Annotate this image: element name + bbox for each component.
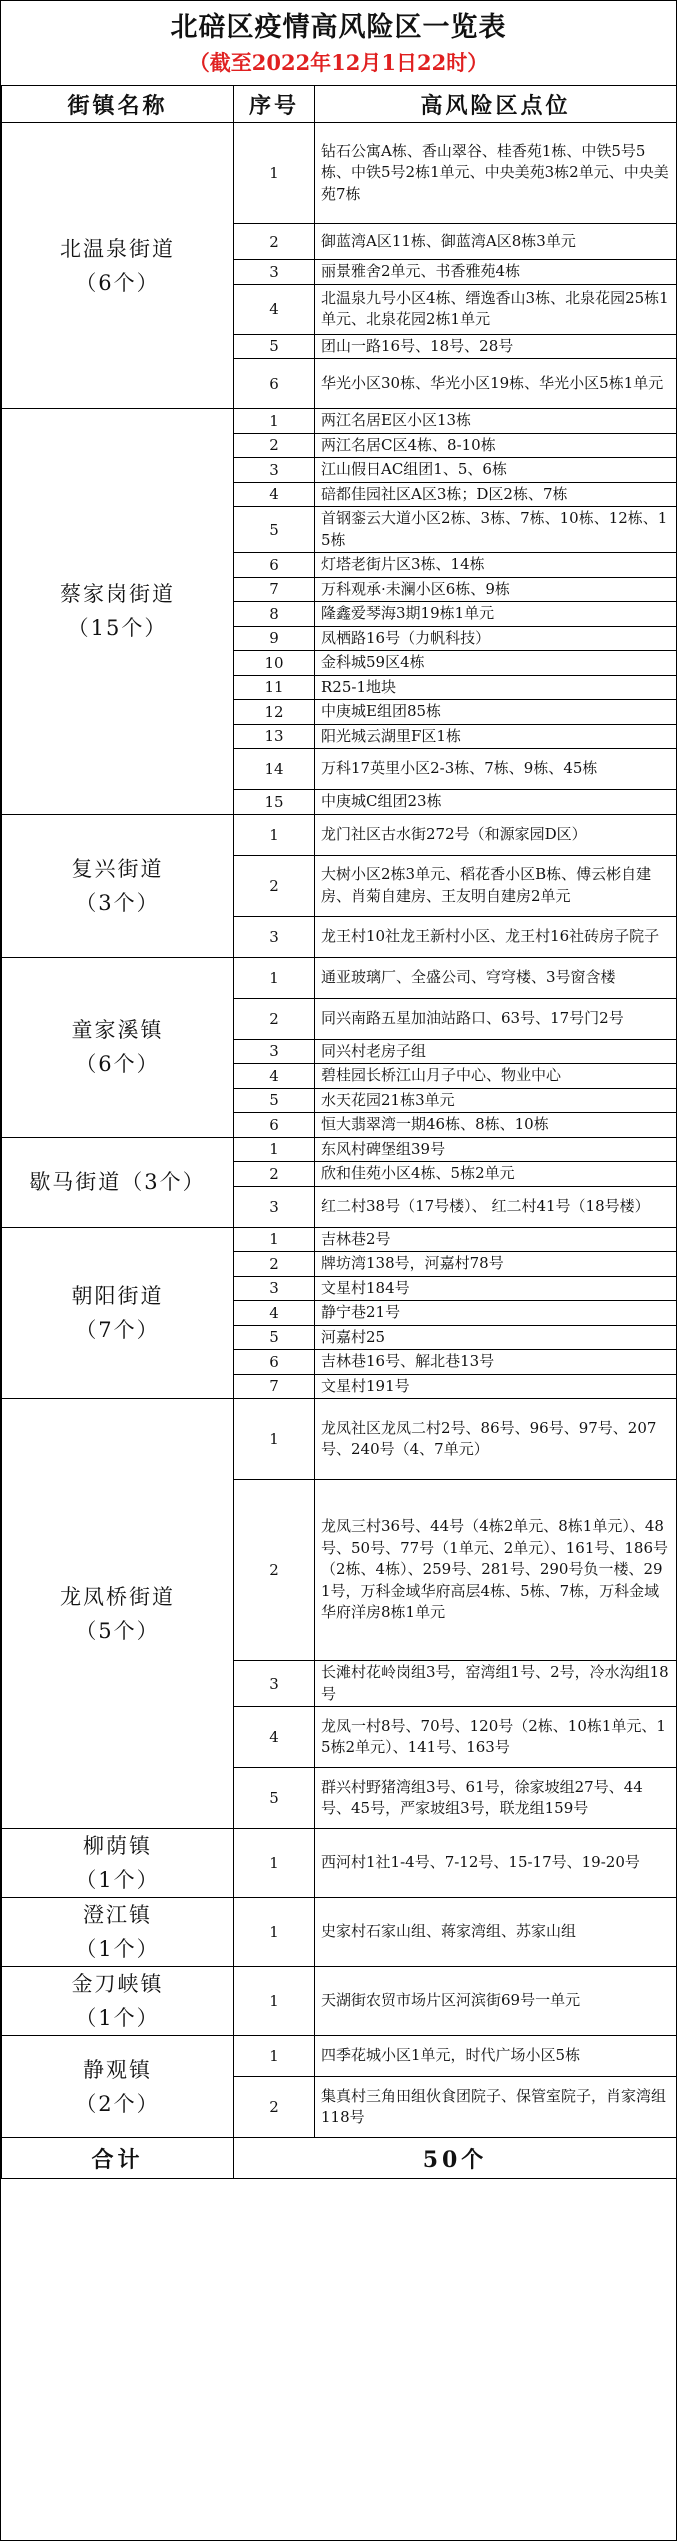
street-count: （2个） xyxy=(75,2091,160,2116)
risk-point: 团山一路16号、18号、28号 xyxy=(315,334,677,359)
risk-point: 龙凤一村8号、70号、120号（2栋、10栋1单元、15栋2单元）、141号、163号 xyxy=(315,1707,677,1768)
street-count: （6个） xyxy=(75,270,160,295)
risk-point: 灯塔老街片区3栋、14栋 xyxy=(315,553,677,578)
risk-point: 吉林巷2号 xyxy=(315,1227,677,1252)
risk-point: 凤栖路16号（力帆科技） xyxy=(315,626,677,651)
street-count: （6个） xyxy=(75,1052,160,1076)
row-number: 9 xyxy=(234,626,315,651)
row-number: 4 xyxy=(234,482,315,507)
risk-point: 通亚玻璃厂、全盛公司、穹穹楼、3号窗含楼 xyxy=(315,957,677,998)
row-number: 3 xyxy=(234,458,315,483)
risk-point: 阳光城云湖里F区1栋 xyxy=(315,724,677,749)
row-number: 4 xyxy=(234,1301,315,1326)
row-number: 2 xyxy=(234,1252,315,1277)
risk-point: 华光小区30栋、华光小区19栋、华光小区5栋1单元 xyxy=(315,359,677,409)
page-title: 北碚区疫情高风险区一览表 xyxy=(170,12,507,43)
street-name: 柳荫镇 xyxy=(83,1834,152,1858)
row-number: 2 xyxy=(234,2077,315,2138)
street-count: （1个） xyxy=(75,1868,160,1892)
street-name: 童家溪镇 xyxy=(71,1018,164,1042)
risk-point: 龙门社区古水街272号（和源家园D区） xyxy=(315,814,677,855)
street-name: 静观镇 xyxy=(83,2057,152,2082)
street-name-cell xyxy=(2,1399,234,1829)
risk-point: 文星村191号 xyxy=(315,1374,677,1399)
street-name: 歇马街道（3个） xyxy=(29,1170,206,1194)
risk-point: 天湖街农贸市场片区河滨街69号一单元 xyxy=(315,1967,677,2036)
table-row xyxy=(2,409,677,434)
street-name: 龙凤桥街道 xyxy=(60,1584,175,1609)
risk-point: 恒大翡翠湾一期46栋、8栋、10栋 xyxy=(315,1113,677,1138)
row-number: 13 xyxy=(234,724,315,749)
risk-point: 大树小区2栋3单元、稻花香小区B栋、傅云彬自建房、肖菊自建房、王友明自建房2单元 xyxy=(315,855,677,916)
risk-point: 两江名居E区小区13栋 xyxy=(315,409,677,434)
risk-point: 东风村碑堡组39号 xyxy=(315,1137,677,1162)
risk-point: 龙凤社区龙凤二村2号、86号、96号、97号、207号、240号（4、7单元） xyxy=(315,1399,677,1480)
row-number: 2 xyxy=(234,1162,315,1187)
street-name-cell xyxy=(2,123,234,409)
row-number: 14 xyxy=(234,749,315,790)
row-number: 6 xyxy=(234,1350,315,1375)
row-number: 1 xyxy=(234,1137,315,1162)
header-points: 高风险区点位 xyxy=(315,86,677,123)
table-row xyxy=(2,1898,677,1967)
risk-point: 牌坊湾138号，河嘉村78号 xyxy=(315,1252,677,1277)
row-number: 5 xyxy=(234,1325,315,1350)
row-number: 3 xyxy=(234,916,315,957)
table-row xyxy=(2,123,677,224)
row-number: 2 xyxy=(234,433,315,458)
high-risk-table xyxy=(1,85,677,2179)
table-body xyxy=(2,123,677,2138)
street-name: 北温泉街道 xyxy=(60,236,175,261)
row-number: 1 xyxy=(234,957,315,998)
row-number: 4 xyxy=(234,1707,315,1768)
row-number: 1 xyxy=(234,1898,315,1967)
row-number: 6 xyxy=(234,359,315,409)
row-number: 1 xyxy=(234,1227,315,1252)
risk-point: 御蓝湾A区11栋、御蓝湾A区8栋3单元 xyxy=(315,224,677,260)
risk-point: 同兴南路五星加油站路口、63号、17号门2号 xyxy=(315,998,677,1039)
street-count: （1个） xyxy=(75,1937,160,1961)
row-number: 8 xyxy=(234,602,315,627)
total-label: 合计 xyxy=(2,2138,234,2179)
risk-point: 碧桂园长桥江山月子中心、物业中心 xyxy=(315,1064,677,1089)
row-number: 2 xyxy=(234,855,315,916)
risk-point: 西河村1社1-4号、7-12号、15-17号、19-20号 xyxy=(315,1829,677,1898)
row-number: 5 xyxy=(234,334,315,359)
row-number: 15 xyxy=(234,790,315,815)
risk-point: 龙凤三村36号、44号（4栋2单元、8栋1单元）、48号、50号、77号（1单元、2单元）、161号、186号（2栋、4栋）、259号、281号、290号负一楼、291号，万科金域华府高层4栋、5栋、7栋，万科金域华府洋房8栋1单元 xyxy=(315,1480,677,1661)
risk-point: 首钢銮云大道小区2栋、3栋、7栋、10栋、12栋、15栋 xyxy=(315,507,677,553)
risk-point: 万科17英里小区2-3栋、7栋、9栋、45栋 xyxy=(315,749,677,790)
risk-point: 史家村石家山组、蒋家湾组、苏家山组 xyxy=(315,1898,677,1967)
total-row xyxy=(2,2138,677,2179)
street-count: （15个） xyxy=(67,616,168,641)
row-number: 1 xyxy=(234,123,315,224)
table-row xyxy=(2,1967,677,2036)
street-name-cell xyxy=(2,1829,234,1898)
row-number: 3 xyxy=(234,1276,315,1301)
row-number: 2 xyxy=(234,998,315,1039)
risk-point: 红二村38号（17号楼）、 红二村41号（18号楼） xyxy=(315,1186,677,1227)
street-name-cell xyxy=(2,814,234,957)
row-number: 4 xyxy=(234,284,315,334)
row-number: 4 xyxy=(234,1064,315,1089)
risk-point: 碚都佳园社区A区3栋；D区2栋、7栋 xyxy=(315,482,677,507)
row-number: 11 xyxy=(234,675,315,700)
street-name: 复兴街道 xyxy=(71,856,164,881)
street-name-cell xyxy=(2,409,234,815)
row-number: 3 xyxy=(234,1661,315,1707)
row-number: 6 xyxy=(234,553,315,578)
risk-point: 群兴村野猪湾组3号、61号，徐家坡组27号、44号、45号，严家坡组3号，联龙组159号 xyxy=(315,1768,677,1829)
street-count: （1个） xyxy=(75,2006,160,2030)
risk-point: 丽景雅舍2单元、书香雅苑4栋 xyxy=(315,260,677,285)
street-count: （5个） xyxy=(75,1618,160,1643)
row-number: 2 xyxy=(234,224,315,260)
header-no: 序号 xyxy=(234,86,315,123)
table-row xyxy=(2,957,677,998)
risk-point: 四季花城小区1单元，时代广场小区5栋 xyxy=(315,2036,677,2077)
table-row xyxy=(2,1227,677,1252)
street-name-cell xyxy=(2,1967,234,2036)
row-number: 7 xyxy=(234,577,315,602)
risk-point: R25-1地块 xyxy=(315,675,677,700)
total-value: 50个 xyxy=(234,2138,677,2179)
row-number: 1 xyxy=(234,814,315,855)
row-number: 3 xyxy=(234,1186,315,1227)
row-number: 1 xyxy=(234,2036,315,2077)
table-row xyxy=(2,814,677,855)
risk-point: 吉林巷16号、解北巷13号 xyxy=(315,1350,677,1375)
row-number: 12 xyxy=(234,700,315,725)
page-subtitle: （截至2022年12月1日22时） xyxy=(188,50,489,75)
row-number: 10 xyxy=(234,651,315,676)
risk-point: 水天花园21栋3单元 xyxy=(315,1088,677,1113)
street-count: （7个） xyxy=(75,1317,160,1342)
row-number: 2 xyxy=(234,1480,315,1661)
risk-point: 同兴村老房子组 xyxy=(315,1039,677,1064)
table-row xyxy=(2,2036,677,2077)
risk-point: 江山假日AC组团1、5、6栋 xyxy=(315,458,677,483)
street-name-cell xyxy=(2,957,234,1137)
street-name: 金刀峡镇 xyxy=(71,1972,164,1996)
risk-point: 隆鑫爱琴海3期19栋1单元 xyxy=(315,602,677,627)
row-number: 3 xyxy=(234,1039,315,1064)
table-row xyxy=(2,1399,677,1480)
risk-point: 欣和佳苑小区4栋、5栋2单元 xyxy=(315,1162,677,1187)
risk-point: 集真村三角田组伙食团院子、保管室院子，肖家湾组118号 xyxy=(315,2077,677,2138)
row-number: 5 xyxy=(234,1768,315,1829)
table-row xyxy=(2,1829,677,1898)
street-name-cell xyxy=(2,1137,234,1227)
risk-point: 北温泉九号小区4栋、缙逸香山3栋、北泉花园25栋1单元、北泉花园2栋1单元 xyxy=(315,284,677,334)
risk-point: 中庚城E组团85栋 xyxy=(315,700,677,725)
row-number: 1 xyxy=(234,1399,315,1480)
street-name-cell xyxy=(2,1898,234,1967)
risk-point: 文星村184号 xyxy=(315,1276,677,1301)
street-name: 朝阳街道 xyxy=(71,1283,164,1308)
risk-point: 长滩村花岭岗组3号，窑湾组1号、2号，冷水沟组18号 xyxy=(315,1661,677,1707)
street-name-cell xyxy=(2,2036,234,2138)
row-number: 5 xyxy=(234,507,315,553)
street-name-cell xyxy=(2,1227,234,1399)
risk-point: 钻石公寓A栋、香山翠谷、桂香苑1栋、中铁5号5栋、中铁5号2栋1单元、中央美苑3栋2单元、中央美苑7栋 xyxy=(315,123,677,224)
row-number: 1 xyxy=(234,1967,315,2036)
risk-point: 金科城59区4栋 xyxy=(315,651,677,676)
row-number: 3 xyxy=(234,260,315,285)
row-number: 7 xyxy=(234,1374,315,1399)
row-number: 6 xyxy=(234,1113,315,1138)
street-name: 蔡家岗街道 xyxy=(60,582,175,607)
row-number: 1 xyxy=(234,409,315,434)
header-street: 街镇名称 xyxy=(2,86,234,123)
table-header-row xyxy=(2,86,677,123)
risk-point: 静宁巷21号 xyxy=(315,1301,677,1326)
risk-point: 中庚城C组团23栋 xyxy=(315,790,677,815)
risk-point: 两江名居C区4栋、8-10栋 xyxy=(315,433,677,458)
risk-point: 河嘉村25 xyxy=(315,1325,677,1350)
risk-point: 万科观承·未澜小区6栋、9栋 xyxy=(315,577,677,602)
row-number: 5 xyxy=(234,1088,315,1113)
street-name: 澄江镇 xyxy=(83,1903,152,1927)
row-number: 1 xyxy=(234,1829,315,1898)
street-count: （3个） xyxy=(75,890,160,915)
table-row xyxy=(2,1137,677,1162)
risk-point: 龙王村10社龙王新村小区、龙王村16社砖房子院子 xyxy=(315,916,677,957)
